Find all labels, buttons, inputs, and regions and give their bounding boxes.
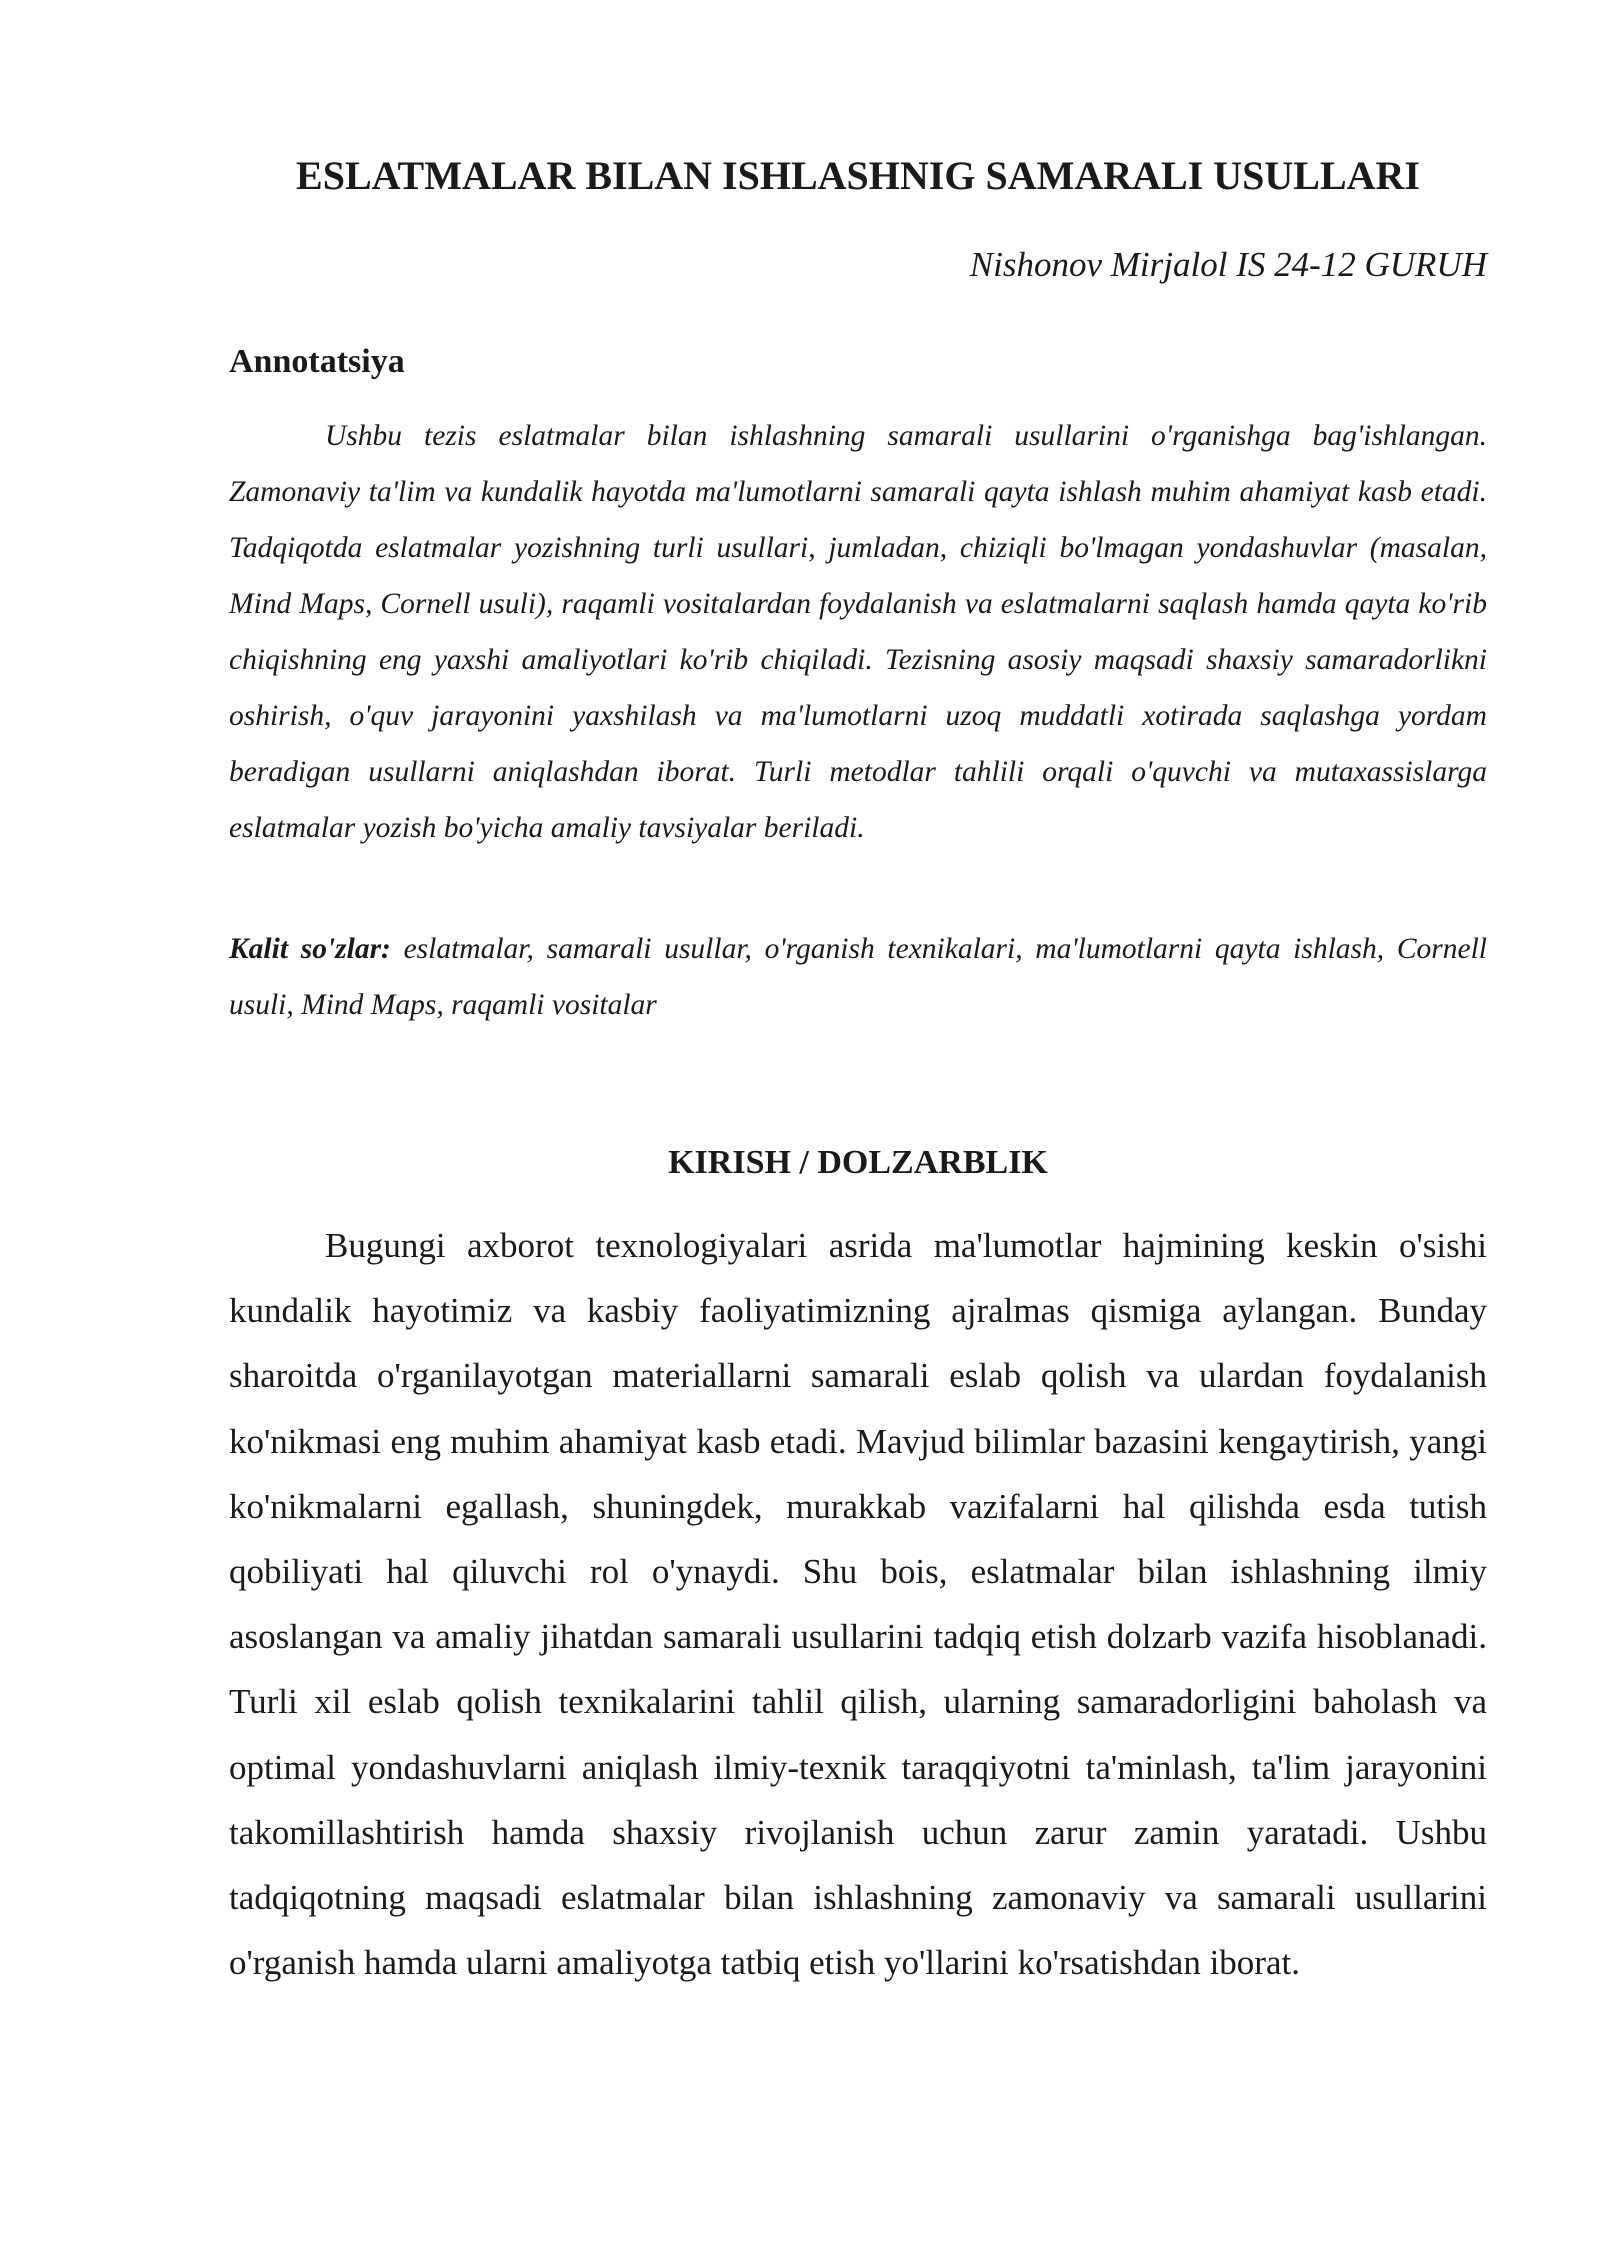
introduction-heading: KIRISH / DOLZARBLIK xyxy=(668,1144,1048,1181)
annotation-heading: Annotatsiya xyxy=(229,343,405,380)
annotation-text: Ushbu tezis eslatmalar bilan ishlashning samarali usullarini o'rganishga bag'ishlangan. Zamonaviy ta'lim va kundalik hayotda ma'lumotlarni samarali qayta ishlash muhim ahamiyat kasb etadi. Tadqiqotda eslatmalar yozishning turli usullari, jumladan, chiziqli bo'lmagan yondashuvlar (masalan, Mind Maps, Cornell usuli), raqamli vositalardan foydalanish va eslatmalarni saqlash hamda qayta ko'rib chiqishning eng yaxshi amaliyotlari ko'rib chiqiladi. Tezisning asosiy maqsadi shaxsiy samaradorlikni oshirish, o'quv jarayonini yaxshilash va ma'lumotlarni uzoq muddatli xotirada saqlashga yordam beradigan usullarni aniqlashdan iborat. Turli metodlar tahlili orqali o'quvchi va mutaxassislarga eslatmalar yozish bo'yicha amaliy tavsiyalar beriladi. xyxy=(229,420,1487,844)
keywords-text: eslatmalar, samarali usullar, o'rganish texnikalari, ma'lumotlarni qayta ishlash, Cornell usuli, Mind Maps, raqamli vositalar xyxy=(229,933,1487,1021)
keywords-paragraph xyxy=(229,921,1487,1033)
keywords-label: Kalit so'zlar: xyxy=(229,933,391,965)
introduction-text: Bugungi axborot texnologiyalari asrida ma'lumotlar hajmining keskin o'sishi kundalik hayotimiz va kasbiy faoliyatimizning ajralmas qismiga aylangan. Bunday sharoitda o'rganilayotgan materiallarni samarali eslab qolish va ulardan foydalanish ko'nikmasi eng muhim ahamiyat kasb etadi. Mavjud bilimlar bazasini kengaytirish, yangi ko'nikmalarni egallash, shuningdek, murakkab vazifalarni hal qilishda esda tutish qobiliyati hal qiluvchi rol o'ynaydi. Shu bois, eslatmalar bilan ishlashning ilmiy asoslangan va amaliy jihatdan samarali usullarini tadqiq etish dolzarb vazifa hisoblanadi. Turli xil eslab qolish texnikalarini tahlil qilish, ularning samaradorligini baholash va optimal yondashuvlarni aniqlash ilmiy-texnik taraqqiyotni ta'minlash, ta'lim jarayonini takomillashtirish hamda shaxsiy rivojlanish uchun zarur zamin yaratadi. Ushbu tadqiqotning maqsadi eslatmalar bilan ishlashning zamonaviy va samarali usullarini o'rganish hamda ularni amaliyotga tatbiq etish yo'llarini ko'rsatishdan iborat. xyxy=(229,1226,1487,1983)
document-title: ESLATMALAR BILAN ISHLASHNIG SAMARALI USULLARI xyxy=(296,153,1420,198)
author-line: Nishonov Mirjalol IS 24-12 GURUH xyxy=(969,245,1487,284)
